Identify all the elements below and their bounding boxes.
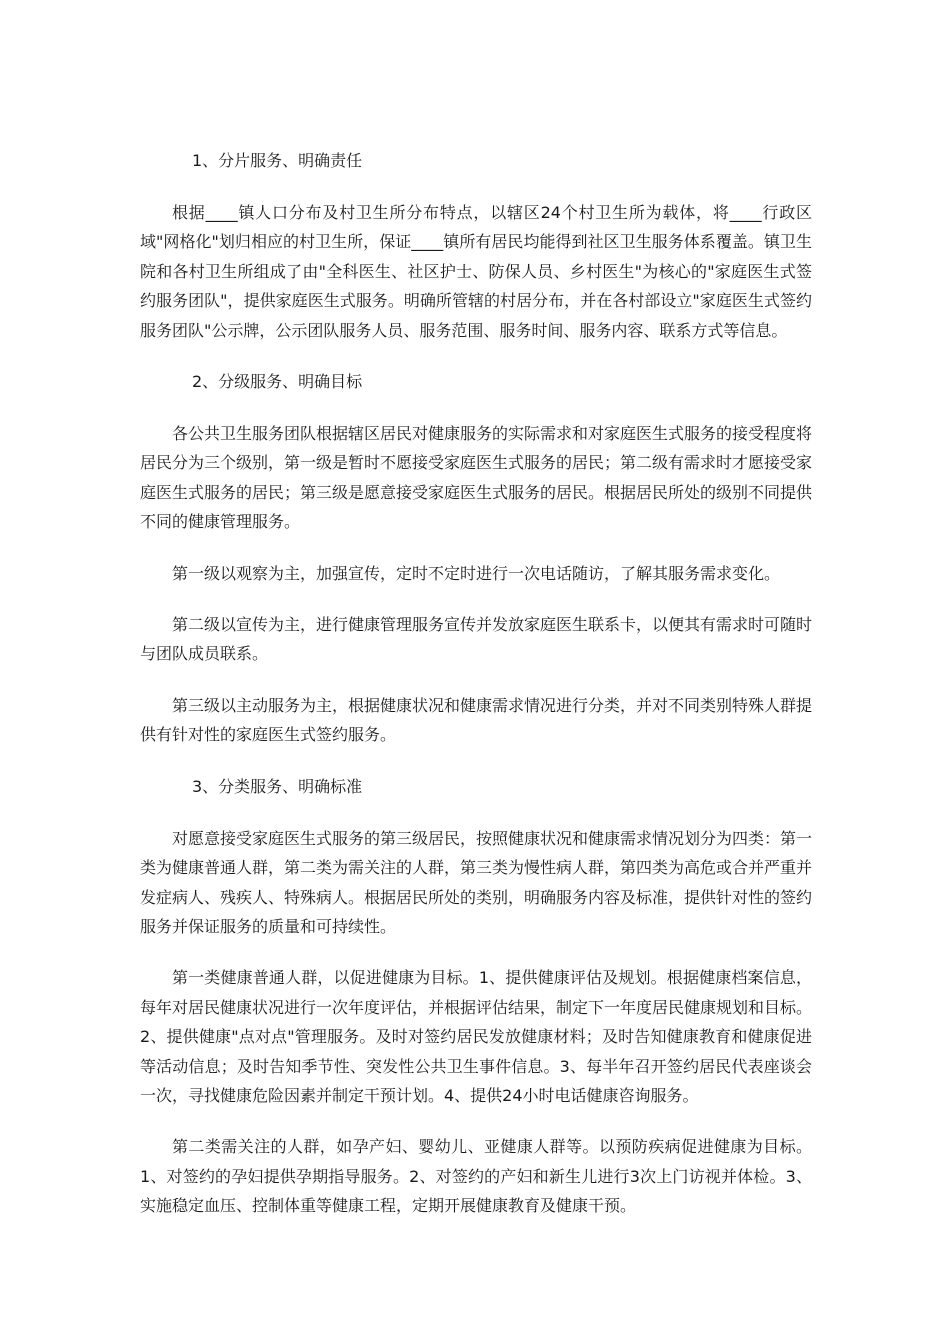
paragraph: 各公共卫生服务团队根据辖区居民对健康服务的实际需求和对家庭医生式服务的接受程度将居民分为三个级别，第一级是暂时不愿接受家庭医生式服务的居民；第二级有需求时才愿接受家庭医生式服务的居民；第三级是愿意接受家庭医生式服务的居民。根据居民所处的级别不同提供不同的健康管理服务。 (140, 424, 813, 532)
section-heading: 1、分片服务、明确责任 (192, 151, 363, 170)
document-body (140, 146, 812, 1243)
paragraph: 第二级以宣传为主，进行健康管理服务宣传并发放家庭医生联系卡，以便其有需求时可随时与团队成员联系。 (140, 615, 813, 664)
paragraph: 第三级以主动服务为主，根据健康状况和健康需求情况进行分类，并对不同类别特殊人群提供有针对性的家庭医生式签约服务。 (140, 695, 813, 745)
paragraph: 第一类健康普通人群，以促进健康为目标。1、提供健康评估及规划。根据健康档案信息，每年对居民健康状况进行一次年度评估，并根据评估结果，制定下一年度居民健康规划和目标。2、提供健康"点对点"管理服务。及时对签约居民发放健康材料；及时告知健康教育和健康促进等活动信息；及时告知季节性、突发性公共卫生事件信息。3、每半年召开签约居民代表座谈会一次，寻找健康危险因素并制定干预计划。4、提供24小时电话健康咨询服务。 (140, 968, 813, 1105)
paragraph: 第二类需关注的人群，如孕产妇、婴幼儿、亚健康人群等。以预防疾病促进健康为目标。1、对签约的孕妇提供孕期指导服务。2、对签约的产妇和新生儿进行3次上门访视并体检。3、实施稳定血压、控制体重等健康工程，定期开展健康教育及健康干预。 (140, 1137, 812, 1216)
paragraph: 对愿意接受家庭医生式服务的第三级居民，按照健康状况和健康需求情况划分为四类：第一类为健康普通人群，第二类为需关注的人群，第三类为慢性病人群，第四类为高危或合并严重并发症病人、残疾人、特殊病人。根据居民所处的类别，明确服务内容及标准，提供针对性的签约服务并保证服务的质量和可持续性。 (140, 828, 813, 936)
section-heading: 3、分类服务、明确标准 (192, 776, 363, 796)
section-heading: 2、分级服务、明确目标 (192, 372, 363, 392)
paragraph: 第一级以观察为主，加强宣传，定时不定时进行一次电话随访，了解其服务需求变化。 (172, 563, 781, 583)
paragraph: 根据____镇人口分布及村卫生所分布特点，以辖区24个村卫生所为载体，将____行政区域"网格化"划归相应的村卫生所，保证____镇所有居民均能得到社区卫生服务体系覆盖。镇卫生院和各村卫生所组成了由"全科医生、社区护士、防保人员、乡村医生"为核心的"家庭医生式签约服务团队"，提供家庭医生式服务。明确所管辖的村居分布，并在各村部设立"家庭医生式签约服务团队"公示牌，公示团队服务人员、服务范围、服务时间、服务内容、联系方式等信息。 (140, 203, 812, 340)
